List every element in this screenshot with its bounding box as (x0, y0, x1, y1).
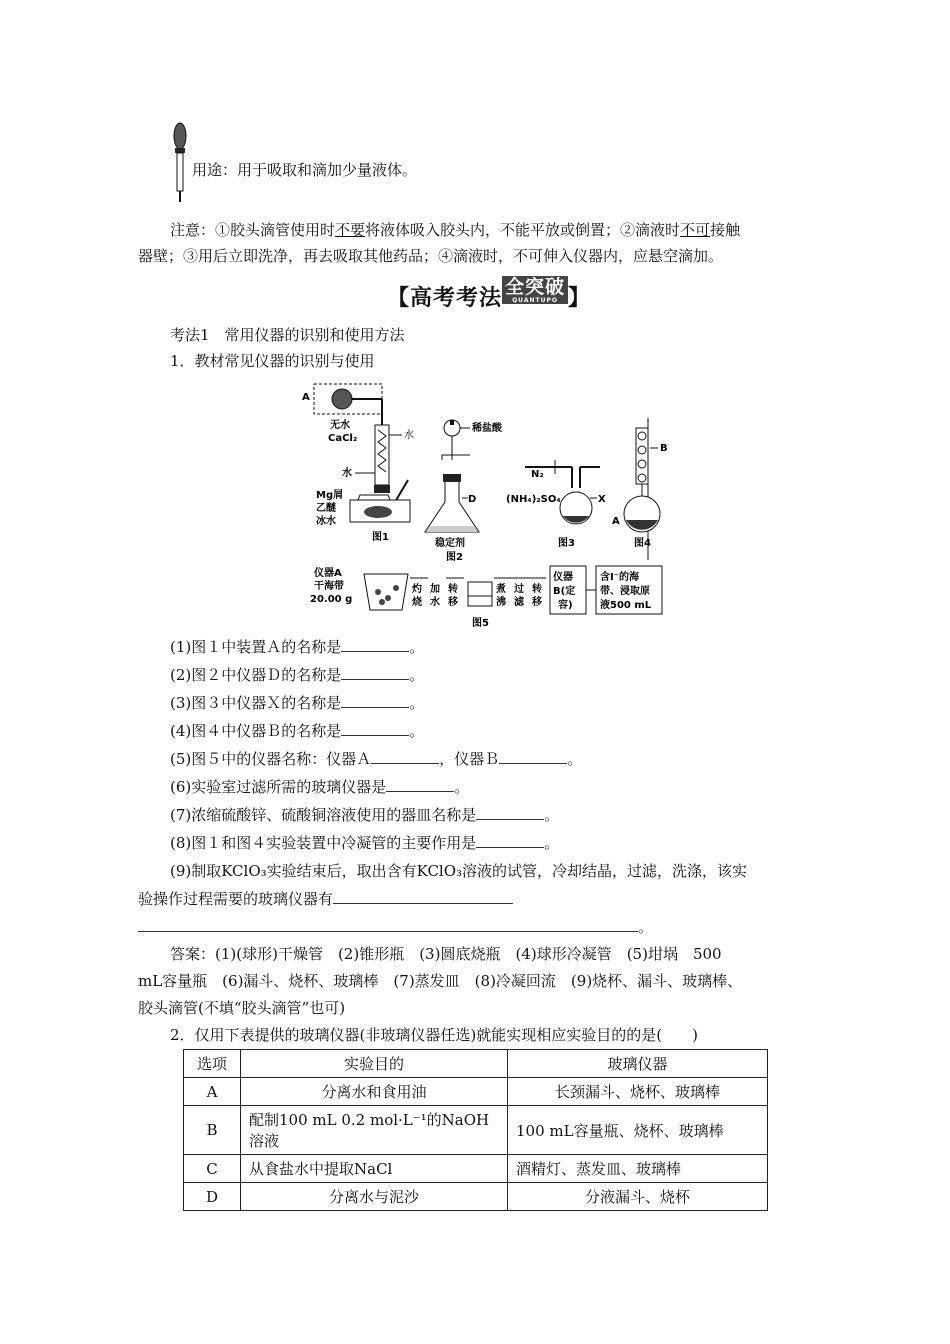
table-row: B 配制100 mL 0.2 mol·L⁻¹的NaOH溶液 100 mL容量瓶、烧杯、玻璃棒 (184, 1106, 768, 1155)
svg-text:液500 mL: 液500 mL (600, 600, 652, 611)
svg-text:N₂: N₂ (531, 469, 544, 480)
dropper-icon (168, 122, 192, 204)
table-row: D 分离水与泥沙 分液漏斗、烧杯 (184, 1183, 768, 1211)
svg-text:滤: 滤 (514, 597, 524, 608)
svg-text:水: 水 (404, 430, 414, 441)
svg-text:A: A (612, 516, 620, 527)
fig1-caption: 图1 (372, 532, 389, 543)
svg-text:冰水: 冰水 (316, 516, 336, 527)
svg-text:转: 转 (532, 584, 542, 595)
header-goal: 实验目的 (241, 1050, 508, 1078)
question-1-7: (7)浓缩硫酸锌、硫酸铜溶液使用的器皿名称是 。 (170, 806, 560, 824)
dropper-note-line1: 注意：①胶头滴管使用时不要将液体吸入胶头内，不能平放或倒置；②滴液时不可接触 (170, 221, 741, 239)
svg-text:稳定剂: 稳定剂 (435, 538, 465, 549)
header-option: 选项 (184, 1050, 241, 1078)
options-table (183, 1049, 768, 1211)
svg-text:干海带: 干海带 (314, 581, 344, 592)
svg-text:水: 水 (342, 468, 352, 479)
question-1-8: (8)图１和图４实验装置中冷凝管的主要作用是 。 (170, 834, 560, 852)
question-1-6: (6)实验室过滤所需的玻璃仪器是 。 (170, 778, 470, 796)
header-glass: 玻璃仪器 (508, 1050, 768, 1078)
svg-text:带、浸取原: 带、浸取原 (600, 586, 650, 597)
svg-text:仪器: 仪器 (553, 572, 573, 583)
svg-text:乙醚: 乙醚 (316, 503, 336, 514)
svg-text:过: 过 (514, 584, 524, 595)
svg-text:B(定: B(定 (553, 586, 576, 597)
svg-text:移: 移 (448, 597, 458, 608)
question-1-1: (1)图１中装置Ａ的名称是 。 (170, 638, 425, 656)
question-1-3: (3)图３中仪器Ｘ的名称是 。 (170, 694, 425, 712)
answer-line3: 胶头滴管(不填“胶头滴管”也可) (138, 999, 346, 1017)
svg-text:CaCl₂: CaCl₂ (328, 433, 358, 444)
svg-text:X: X (598, 494, 606, 505)
svg-text:(NH₄)₂SO₄: (NH₄)₂SO₄ (506, 494, 561, 505)
fig4-caption: 图4 (634, 538, 651, 549)
table-header-row (184, 1050, 768, 1078)
question-1-4: (4)图４中仪器Ｂ的名称是 。 (170, 722, 425, 740)
question-1-9-cont: 验操作过程需要的玻璃仪器有 (138, 888, 513, 909)
figure-4 (612, 418, 668, 560)
question-2-title: 2．仅用下表提供的玻璃仪器(非玻璃仪器任选)就能实现相应实验目的的是( ) (170, 1026, 698, 1044)
svg-text:D: D (468, 494, 477, 505)
svg-text:转: 转 (448, 584, 458, 595)
svg-text:烧: 烧 (412, 597, 422, 608)
banner-box: 全突破 QUANTUPO (502, 276, 568, 304)
fig1-label-a: A (302, 392, 310, 403)
svg-text:Mg屑: Mg屑 (316, 490, 344, 501)
svg-text:20.00 g: 20.00 g (310, 594, 353, 605)
figure-5 (310, 566, 662, 629)
svg-text:含I⁻的海: 含I⁻的海 (600, 572, 639, 583)
figure-1 (302, 384, 414, 543)
section-title: 考法1 常用仪器的识别和使用方法 (170, 326, 405, 344)
svg-text:稀盐酸: 稀盐酸 (472, 423, 502, 434)
answer-line2: mL容量瓶 (6)漏斗、烧杯、玻璃棒 (7)蒸发皿 (8)冷凝回流 (9)烧杯、漏斗、玻璃棒、 (138, 972, 743, 990)
svg-text:仪器A: 仪器A (314, 568, 342, 579)
fig2-caption: 图2 (446, 552, 463, 563)
svg-text:沸: 沸 (496, 597, 506, 608)
svg-text:水: 水 (430, 597, 440, 608)
answer-line1: 答案：(1)(球形)干燥管 (2)锥形瓶 (3)圆底烧瓶 (4)球形冷凝管 (5)坩埚 500 (170, 945, 722, 963)
svg-text:移: 移 (532, 597, 542, 608)
svg-text:B: B (660, 443, 668, 454)
question-1-title: 1．教材常见仪器的识别与使用 (170, 352, 375, 370)
figure-3 (506, 460, 606, 549)
fig3-caption: 图3 (558, 538, 575, 549)
dropper-usage: 用途：用于吸取和滴加少量液体。 (192, 161, 418, 179)
question-1-9-blank: 。 (138, 916, 653, 937)
svg-text:煮: 煮 (496, 584, 506, 595)
fig5-caption: 图5 (472, 618, 489, 629)
svg-text:灼: 灼 (412, 584, 422, 595)
svg-text:无水: 无水 (330, 420, 350, 431)
section-banner: 【高考考法 全突破 QUANTUPO 】 (387, 276, 592, 311)
question-1-5: (5)图５中的仪器名称：仪器Ａ ，仪器Ｂ 。 (170, 750, 583, 768)
table-row: A 分离水和食用油 长颈漏斗、烧杯、玻璃棒 (184, 1078, 768, 1106)
svg-text:容): 容) (558, 600, 573, 611)
question-1-9: (9)制取KClO₃实验结束后，取出含有KClO₃溶液的试管，冷却结晶，过滤，洗涤，该实 (170, 862, 748, 880)
svg-text:加: 加 (430, 584, 440, 595)
dropper-note-line2: 器壁；③用后立即洗净，再去吸取其他药品；④滴液时，不可伸入仪器内，应悬空滴加。 (138, 247, 724, 265)
question-1-2: (2)图２中仪器Ｄ的名称是 。 (170, 666, 425, 684)
apparatus-figure (300, 380, 680, 630)
figure-2 (425, 420, 503, 563)
table-row: C 从食盐水中提取NaCl 酒精灯、蒸发皿、玻璃棒 (184, 1155, 768, 1183)
